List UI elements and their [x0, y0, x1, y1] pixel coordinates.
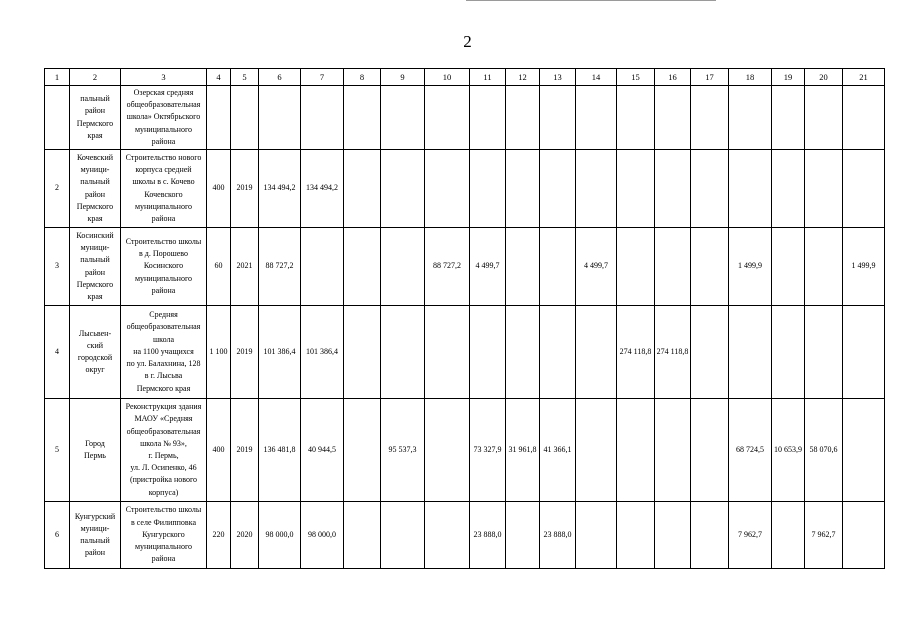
object-name-line: Реконструкция здания — [125, 402, 202, 412]
object-name-line: корпуса) — [148, 487, 179, 497]
row-number — [45, 86, 70, 150]
value-cell-col-18 — [729, 306, 772, 399]
municipality-line: городской — [77, 353, 113, 362]
value-cell-col-21 — [843, 86, 885, 150]
value-cell-col-16 — [655, 228, 691, 306]
municipality-line: пальный — [80, 94, 110, 104]
value-cell-col-8 — [344, 86, 381, 150]
object-name-line: Косинского — [143, 261, 184, 271]
value-cell-col-17 — [691, 306, 729, 399]
table-row — [45, 228, 885, 306]
municipality-cell — [70, 399, 121, 502]
municipality-line: Пермского — [76, 118, 114, 128]
municipality-line: Пермского — [76, 201, 114, 211]
row-number: 5 — [45, 399, 70, 502]
column-number-9: 9 — [381, 69, 425, 86]
municipality-line: Город — [85, 438, 105, 448]
municipality-cell — [70, 86, 121, 150]
object-name-line: г. Пермь, — [148, 451, 179, 460]
object-name-line: Озерская средняя — [133, 87, 194, 97]
value-cell-col-21 — [843, 306, 885, 399]
value-cell-col-11: 4 499,7 — [470, 228, 506, 306]
value-cell-col-21 — [843, 399, 885, 502]
table-row — [45, 86, 885, 150]
object-name-line: района — [151, 213, 176, 223]
municipality-line: муници- — [80, 523, 110, 533]
object-name-line: МАОУ «Средняя — [134, 414, 193, 424]
column-number-4: 4 — [207, 69, 231, 86]
column-number-6: 6 — [259, 69, 301, 86]
object-name-line: Средняя — [149, 310, 178, 320]
municipality-line: Кунгурский — [74, 511, 116, 521]
object-name-line: в г. Лысьва — [144, 371, 183, 381]
municipality-line: пальный — [80, 536, 110, 545]
value-cell-col-18 — [729, 86, 772, 150]
value-cell-col-5 — [231, 86, 259, 150]
object-name-cell — [121, 399, 207, 502]
table-row — [45, 150, 885, 228]
value-cell-col-14: 4 499,7 — [576, 228, 617, 306]
value-cell-col-17 — [691, 502, 729, 569]
municipality-line: Пермь — [84, 451, 106, 460]
column-number-15: 15 — [617, 69, 655, 86]
value-cell-col-18: 7 962,7 — [729, 502, 772, 569]
value-cell-col-15 — [617, 502, 655, 569]
value-cell-col-12: 31 961,8 — [506, 399, 540, 502]
table-row — [45, 399, 885, 502]
municipality-cell — [70, 502, 121, 569]
value-cell-col-13 — [540, 306, 576, 399]
object-name-cell — [121, 86, 207, 150]
value-cell-col-13: 23 888,0 — [540, 502, 576, 569]
value-cell-col-20: 58 070,6 — [805, 399, 843, 502]
municipality-line: края — [87, 213, 103, 223]
object-name-line: Пермского края — [136, 383, 191, 393]
value-cell-col-7: 101 386,4 — [301, 306, 344, 399]
value-cell-col-5: 2021 — [231, 228, 259, 306]
value-cell-col-6: 134 494,2 — [259, 150, 301, 228]
value-cell-col-15 — [617, 86, 655, 150]
object-name-line: района — [151, 136, 176, 146]
value-cell-col-19 — [772, 150, 805, 228]
municipality-line: Косинский — [76, 230, 114, 240]
row-number: 4 — [45, 306, 70, 399]
column-number-16: 16 — [655, 69, 691, 86]
object-name-line: Кунгурского — [142, 529, 185, 539]
value-cell-col-7: 40 944,5 — [301, 399, 344, 502]
value-cell-col-18: 1 499,9 — [729, 228, 772, 306]
value-cell-col-16 — [655, 86, 691, 150]
object-name-line: муниципального — [134, 201, 193, 211]
value-cell-col-14 — [576, 86, 617, 150]
value-cell-col-6 — [259, 86, 301, 150]
value-cell-col-7 — [301, 228, 344, 306]
value-cell-col-7: 98 000,0 — [301, 502, 344, 569]
value-cell-col-12 — [506, 306, 540, 399]
column-number-3: 3 — [121, 69, 207, 86]
value-cell-col-8 — [344, 150, 381, 228]
municipality-cell — [70, 228, 121, 306]
row-number: 6 — [45, 502, 70, 569]
column-number-7: 7 — [301, 69, 344, 86]
municipality-line: район — [84, 189, 106, 199]
value-cell-col-17 — [691, 86, 729, 150]
object-name-line: школы в с. Кочево — [132, 177, 195, 187]
value-cell-col-12 — [506, 228, 540, 306]
column-number-8: 8 — [344, 69, 381, 86]
object-name-cell — [121, 150, 207, 228]
value-cell-col-17 — [691, 150, 729, 228]
value-cell-col-6: 88 727,2 — [259, 228, 301, 306]
municipality-line: район — [84, 106, 106, 116]
municipality-line: район — [84, 267, 106, 277]
object-name-line: школа № 93», — [140, 438, 187, 448]
object-name-line: (пристройка нового — [129, 475, 198, 485]
value-cell-col-9 — [381, 306, 425, 399]
column-number-21: 21 — [843, 69, 885, 86]
value-cell-col-16 — [655, 502, 691, 569]
value-cell-col-18 — [729, 150, 772, 228]
column-number-13: 13 — [540, 69, 576, 86]
value-cell-col-4: 60 — [207, 228, 231, 306]
value-cell-col-10: 88 727,2 — [425, 228, 470, 306]
value-cell-col-11 — [470, 86, 506, 150]
value-cell-col-13 — [540, 228, 576, 306]
value-cell-col-15 — [617, 228, 655, 306]
column-number-20: 20 — [805, 69, 843, 86]
municipality-line: Пермского — [76, 279, 114, 289]
column-number-18: 18 — [729, 69, 772, 86]
column-number-1: 1 — [45, 69, 70, 86]
object-name-line: района — [151, 554, 176, 564]
value-cell-col-12 — [506, 502, 540, 569]
value-cell-col-5: 2019 — [231, 306, 259, 399]
object-name-line: Строительство школы — [125, 505, 202, 515]
value-cell-col-19 — [772, 306, 805, 399]
column-number-12: 12 — [506, 69, 540, 86]
value-cell-col-15 — [617, 399, 655, 502]
value-cell-col-8 — [344, 228, 381, 306]
table-row — [45, 502, 885, 569]
value-cell-col-11 — [470, 306, 506, 399]
value-cell-col-8 — [344, 306, 381, 399]
value-cell-col-5: 2019 — [231, 150, 259, 228]
value-cell-col-9 — [381, 502, 425, 569]
object-name-line: ул. Л. Осипенко, 46 — [130, 463, 197, 473]
value-cell-col-21 — [843, 502, 885, 569]
municipality-cell — [70, 150, 121, 228]
value-cell-col-21: 1 499,9 — [843, 228, 885, 306]
value-cell-col-4: 220 — [207, 502, 231, 569]
municipality-line: края — [87, 291, 103, 301]
object-name-line: корпуса средней — [135, 165, 192, 175]
object-name-line: муниципального — [134, 124, 193, 134]
value-cell-col-10 — [425, 399, 470, 502]
value-cell-col-19 — [772, 502, 805, 569]
value-cell-col-13 — [540, 150, 576, 228]
object-name-line: в селе Филипповка — [130, 517, 197, 527]
value-cell-col-4: 400 — [207, 399, 231, 502]
object-name-line: на 1100 учащихся — [133, 346, 194, 356]
column-number-14: 14 — [576, 69, 617, 86]
object-name-line: общеобразовательная — [126, 100, 201, 110]
object-name-line: района — [151, 285, 176, 295]
value-cell-col-11 — [470, 150, 506, 228]
value-cell-col-14 — [576, 502, 617, 569]
object-name-cell — [121, 306, 207, 399]
value-cell-col-15: 274 118,8 — [617, 306, 655, 399]
value-cell-col-10 — [425, 306, 470, 399]
value-cell-col-10 — [425, 150, 470, 228]
value-cell-col-6: 136 481,8 — [259, 399, 301, 502]
value-cell-col-17 — [691, 399, 729, 502]
municipality-line: края — [87, 130, 103, 140]
row-number: 2 — [45, 150, 70, 228]
value-cell-col-19 — [772, 86, 805, 150]
value-cell-col-4: 400 — [207, 150, 231, 228]
object-name-line: в д. Порошево — [138, 249, 189, 259]
value-cell-col-5: 2020 — [231, 502, 259, 569]
value-cell-col-5: 2019 — [231, 399, 259, 502]
value-cell-col-9: 95 537,3 — [381, 399, 425, 502]
value-cell-col-4: 1 100 — [207, 306, 231, 399]
value-cell-col-6: 98 000,0 — [259, 502, 301, 569]
data-table — [44, 68, 885, 569]
value-cell-col-8 — [344, 399, 381, 502]
column-number-11: 11 — [470, 69, 506, 86]
column-number-5: 5 — [231, 69, 259, 86]
municipality-line: ский — [87, 340, 103, 350]
row-number: 3 — [45, 228, 70, 306]
value-cell-col-12 — [506, 86, 540, 150]
object-name-line: школа — [152, 334, 175, 344]
value-cell-col-16: 274 118,8 — [655, 306, 691, 399]
column-number-10: 10 — [425, 69, 470, 86]
object-name-line: муниципального — [134, 273, 193, 283]
value-cell-col-20 — [805, 228, 843, 306]
object-name-cell — [121, 228, 207, 306]
value-cell-col-14 — [576, 150, 617, 228]
municipality-line: Лысьвен- — [78, 328, 112, 338]
municipality-cell — [70, 306, 121, 399]
table-body — [45, 86, 885, 569]
value-cell-col-15 — [617, 150, 655, 228]
object-name-line: общеобразовательная — [126, 322, 201, 332]
table-row — [45, 306, 885, 399]
value-cell-col-14 — [576, 399, 617, 502]
value-cell-col-6: 101 386,4 — [259, 306, 301, 399]
object-name-line: Строительство нового — [125, 152, 202, 162]
value-cell-col-10 — [425, 86, 470, 150]
value-cell-col-4 — [207, 86, 231, 150]
value-cell-col-20: 7 962,7 — [805, 502, 843, 569]
value-cell-col-11: 73 327,9 — [470, 399, 506, 502]
municipality-line: Кочевский — [76, 152, 114, 162]
top-rule — [466, 0, 716, 1]
value-cell-col-13: 41 366,1 — [540, 399, 576, 502]
value-cell-col-9 — [381, 86, 425, 150]
object-name-cell — [121, 502, 207, 569]
municipality-line: муници- — [80, 243, 110, 253]
object-name-line: Кочевского — [144, 189, 183, 199]
value-cell-col-16 — [655, 399, 691, 502]
value-cell-col-19 — [772, 228, 805, 306]
value-cell-col-9 — [381, 228, 425, 306]
value-cell-col-10 — [425, 502, 470, 569]
municipality-line: пальный — [80, 177, 110, 187]
value-cell-col-12 — [506, 150, 540, 228]
value-cell-col-8 — [344, 502, 381, 569]
value-cell-col-16 — [655, 150, 691, 228]
value-cell-col-7 — [301, 86, 344, 150]
value-cell-col-14 — [576, 306, 617, 399]
value-cell-col-7: 134 494,2 — [301, 150, 344, 228]
value-cell-col-19: 10 653,9 — [772, 399, 805, 502]
object-name-line: школа» Октябрьского — [126, 112, 201, 122]
value-cell-col-20 — [805, 306, 843, 399]
value-cell-col-13 — [540, 86, 576, 150]
column-number-19: 19 — [772, 69, 805, 86]
value-cell-col-9 — [381, 150, 425, 228]
column-number-row — [45, 69, 885, 86]
value-cell-col-21 — [843, 150, 885, 228]
municipality-line: пальный — [80, 255, 110, 265]
column-number-17: 17 — [691, 69, 729, 86]
value-cell-col-20 — [805, 150, 843, 228]
municipality-line: район — [84, 548, 106, 558]
municipality-line: округ — [85, 365, 105, 375]
object-name-line: общеобразовательная — [126, 426, 201, 436]
object-name-line: Строительство школы — [125, 236, 202, 246]
value-cell-col-20 — [805, 86, 843, 150]
value-cell-col-18: 68 724,5 — [729, 399, 772, 502]
municipality-line: муници- — [80, 165, 110, 175]
value-cell-col-11: 23 888,0 — [470, 502, 506, 569]
object-name-line: муниципального — [134, 542, 193, 552]
object-name-line: по ул. Балахнина, 128 — [126, 359, 201, 369]
page-number: 2 — [463, 32, 472, 51]
column-number-2: 2 — [70, 69, 121, 86]
value-cell-col-17 — [691, 228, 729, 306]
